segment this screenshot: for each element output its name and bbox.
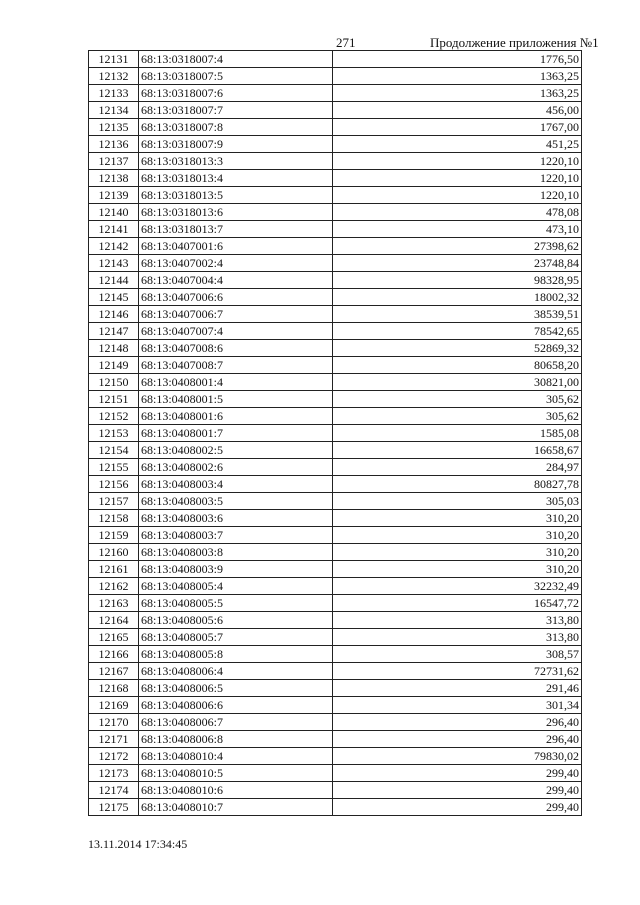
value-cell: 301,34 [333,697,582,714]
row-number-cell: 12133 [89,85,139,102]
row-number-cell: 12164 [89,612,139,629]
cadastral-number-cell: 68:13:0318013:5 [139,187,333,204]
value-cell: 1767,00 [333,119,582,136]
cadastral-number-cell: 68:13:0408002:6 [139,459,333,476]
table-row [89,646,582,663]
row-number-cell: 12162 [89,578,139,595]
cadastral-number-cell: 68:13:0408001:7 [139,425,333,442]
cadastral-number-cell: 68:13:0407004:4 [139,272,333,289]
value-cell: 38539,51 [333,306,582,323]
value-cell: 313,80 [333,612,582,629]
table-row [89,527,582,544]
table-row [89,425,582,442]
table-row [89,731,582,748]
value-cell: 1776,50 [333,51,582,68]
table-row [89,799,582,816]
value-cell: 296,40 [333,731,582,748]
value-cell: 299,40 [333,782,582,799]
cadastral-number-cell: 68:13:0408003:4 [139,476,333,493]
cadastral-number-cell: 68:13:0408005:8 [139,646,333,663]
value-cell: 79830,02 [333,748,582,765]
table-row [89,340,582,357]
value-cell: 1363,25 [333,68,582,85]
cadastral-number-cell: 68:13:0408001:6 [139,408,333,425]
value-cell: 296,40 [333,714,582,731]
table-row [89,170,582,187]
cadastral-number-cell: 68:13:0318013:6 [139,204,333,221]
table-row [89,272,582,289]
table-row [89,612,582,629]
value-cell: 16547,72 [333,595,582,612]
cadastral-number-cell: 68:13:0407001:6 [139,238,333,255]
row-number-cell: 12146 [89,306,139,323]
row-number-cell: 12144 [89,272,139,289]
cadastral-number-cell: 68:13:0408006:4 [139,663,333,680]
cadastral-number-cell: 68:13:0407006:6 [139,289,333,306]
row-number-cell: 12167 [89,663,139,680]
table-row [89,561,582,578]
cadastral-number-cell: 68:13:0408002:5 [139,442,333,459]
table-row [89,476,582,493]
cadastral-number-cell: 68:13:0408010:4 [139,748,333,765]
cadastral-number-cell: 68:13:0407006:7 [139,306,333,323]
table-row [89,51,582,68]
table-row [89,187,582,204]
table-row [89,289,582,306]
value-cell: 456,00 [333,102,582,119]
row-number-cell: 12171 [89,731,139,748]
table-row [89,663,582,680]
value-cell: 52869,32 [333,340,582,357]
table-row [89,714,582,731]
cadastral-number-cell: 68:13:0318013:3 [139,153,333,170]
table-row [89,68,582,85]
cadastral-number-cell: 68:13:0408006:5 [139,680,333,697]
row-number-cell: 12142 [89,238,139,255]
value-cell: 305,62 [333,391,582,408]
value-cell: 299,40 [333,799,582,816]
row-number-cell: 12174 [89,782,139,799]
table-row [89,748,582,765]
row-number-cell: 12137 [89,153,139,170]
row-number-cell: 12163 [89,595,139,612]
table-row [89,204,582,221]
value-cell: 291,46 [333,680,582,697]
value-cell: 451,25 [333,136,582,153]
value-cell: 1585,08 [333,425,582,442]
cadastral-number-cell: 68:13:0318013:4 [139,170,333,187]
cadastral-number-cell: 68:13:0318007:7 [139,102,333,119]
registry-table-body [89,51,582,816]
row-number-cell: 12135 [89,119,139,136]
row-number-cell: 12170 [89,714,139,731]
cadastral-number-cell: 68:13:0408003:7 [139,527,333,544]
cadastral-number-cell: 68:13:0318013:7 [139,221,333,238]
table-row [89,459,582,476]
table-row [89,255,582,272]
value-cell: 1220,10 [333,187,582,204]
cadastral-number-cell: 68:13:0408005:4 [139,578,333,595]
table-row [89,697,582,714]
cadastral-number-cell: 68:13:0408010:5 [139,765,333,782]
cadastral-number-cell: 68:13:0318007:6 [139,85,333,102]
cadastral-number-cell: 68:13:0408010:7 [139,799,333,816]
value-cell: 308,57 [333,646,582,663]
cadastral-number-cell: 68:13:0407002:4 [139,255,333,272]
row-number-cell: 12158 [89,510,139,527]
row-number-cell: 12172 [89,748,139,765]
table-row [89,357,582,374]
cadastral-number-cell: 68:13:0408005:6 [139,612,333,629]
row-number-cell: 12161 [89,561,139,578]
registry-table [88,50,582,816]
value-cell: 284,97 [333,459,582,476]
row-number-cell: 12139 [89,187,139,204]
row-number-cell: 12136 [89,136,139,153]
value-cell: 473,10 [333,221,582,238]
cadastral-number-cell: 68:13:0408003:6 [139,510,333,527]
value-cell: 313,80 [333,629,582,646]
row-number-cell: 12156 [89,476,139,493]
row-number-cell: 12143 [89,255,139,272]
cadastral-number-cell: 68:13:0408005:7 [139,629,333,646]
row-number-cell: 12165 [89,629,139,646]
row-number-cell: 12173 [89,765,139,782]
value-cell: 98328,95 [333,272,582,289]
row-number-cell: 12151 [89,391,139,408]
value-cell: 27398,62 [333,238,582,255]
value-cell: 23748,84 [333,255,582,272]
value-cell: 32232,49 [333,578,582,595]
value-cell: 305,62 [333,408,582,425]
row-number-cell: 12166 [89,646,139,663]
cadastral-number-cell: 68:13:0407007:4 [139,323,333,340]
row-number-cell: 12154 [89,442,139,459]
value-cell: 80827,78 [333,476,582,493]
value-cell: 478,08 [333,204,582,221]
value-cell: 72731,62 [333,663,582,680]
table-row [89,680,582,697]
value-cell: 18002,32 [333,289,582,306]
cadastral-number-cell: 68:13:0407008:6 [139,340,333,357]
row-number-cell: 12140 [89,204,139,221]
row-number-cell: 12153 [89,425,139,442]
row-number-cell: 12169 [89,697,139,714]
row-number-cell: 12141 [89,221,139,238]
value-cell: 310,20 [333,544,582,561]
table-row [89,544,582,561]
row-number-cell: 12131 [89,51,139,68]
table-row [89,221,582,238]
cadastral-number-cell: 68:13:0318007:4 [139,51,333,68]
row-number-cell: 12152 [89,408,139,425]
table-row [89,136,582,153]
value-cell: 305,03 [333,493,582,510]
value-cell: 299,40 [333,765,582,782]
cadastral-number-cell: 68:13:0318007:9 [139,136,333,153]
row-number-cell: 12148 [89,340,139,357]
cadastral-number-cell: 68:13:0408003:5 [139,493,333,510]
cadastral-number-cell: 68:13:0318007:8 [139,119,333,136]
table-row [89,102,582,119]
row-number-cell: 12149 [89,357,139,374]
table-row [89,306,582,323]
table-row [89,442,582,459]
row-number-cell: 12132 [89,68,139,85]
cadastral-number-cell: 68:13:0408006:7 [139,714,333,731]
page-number: 271 [336,35,356,50]
table-row [89,765,582,782]
table-row [89,595,582,612]
page-caption: Продолжение приложения №1 [430,35,599,50]
cadastral-number-cell: 68:13:0408001:4 [139,374,333,391]
row-number-cell: 12150 [89,374,139,391]
cadastral-number-cell: 68:13:0408010:6 [139,782,333,799]
cadastral-number-cell: 68:13:0408001:5 [139,391,333,408]
table-row [89,238,582,255]
table-row [89,119,582,136]
row-number-cell: 12168 [89,680,139,697]
table-row [89,391,582,408]
row-number-cell: 12134 [89,102,139,119]
cadastral-number-cell: 68:13:0318007:5 [139,68,333,85]
cadastral-number-cell: 68:13:0408003:8 [139,544,333,561]
row-number-cell: 12157 [89,493,139,510]
row-number-cell: 12138 [89,170,139,187]
row-number-cell: 12155 [89,459,139,476]
print-timestamp: 13.11.2014 17:34:45 [88,837,188,851]
row-number-cell: 12159 [89,527,139,544]
table-row [89,85,582,102]
cadastral-number-cell: 68:13:0407008:7 [139,357,333,374]
value-cell: 1363,25 [333,85,582,102]
cadastral-number-cell: 68:13:0408003:9 [139,561,333,578]
row-number-cell: 12175 [89,799,139,816]
value-cell: 78542,65 [333,323,582,340]
value-cell: 16658,67 [333,442,582,459]
table-row [89,153,582,170]
row-number-cell: 12160 [89,544,139,561]
table-row [89,323,582,340]
table-row [89,374,582,391]
table-row [89,578,582,595]
table-row [89,493,582,510]
value-cell: 80658,20 [333,357,582,374]
value-cell: 1220,10 [333,170,582,187]
value-cell: 310,20 [333,561,582,578]
row-number-cell: 12145 [89,289,139,306]
cadastral-number-cell: 68:13:0408005:5 [139,595,333,612]
value-cell: 310,20 [333,527,582,544]
table-row [89,510,582,527]
value-cell: 310,20 [333,510,582,527]
row-number-cell: 12147 [89,323,139,340]
cadastral-number-cell: 68:13:0408006:8 [139,731,333,748]
value-cell: 30821,00 [333,374,582,391]
table-row [89,629,582,646]
table-row [89,782,582,799]
table-row [89,408,582,425]
value-cell: 1220,10 [333,153,582,170]
cadastral-number-cell: 68:13:0408006:6 [139,697,333,714]
